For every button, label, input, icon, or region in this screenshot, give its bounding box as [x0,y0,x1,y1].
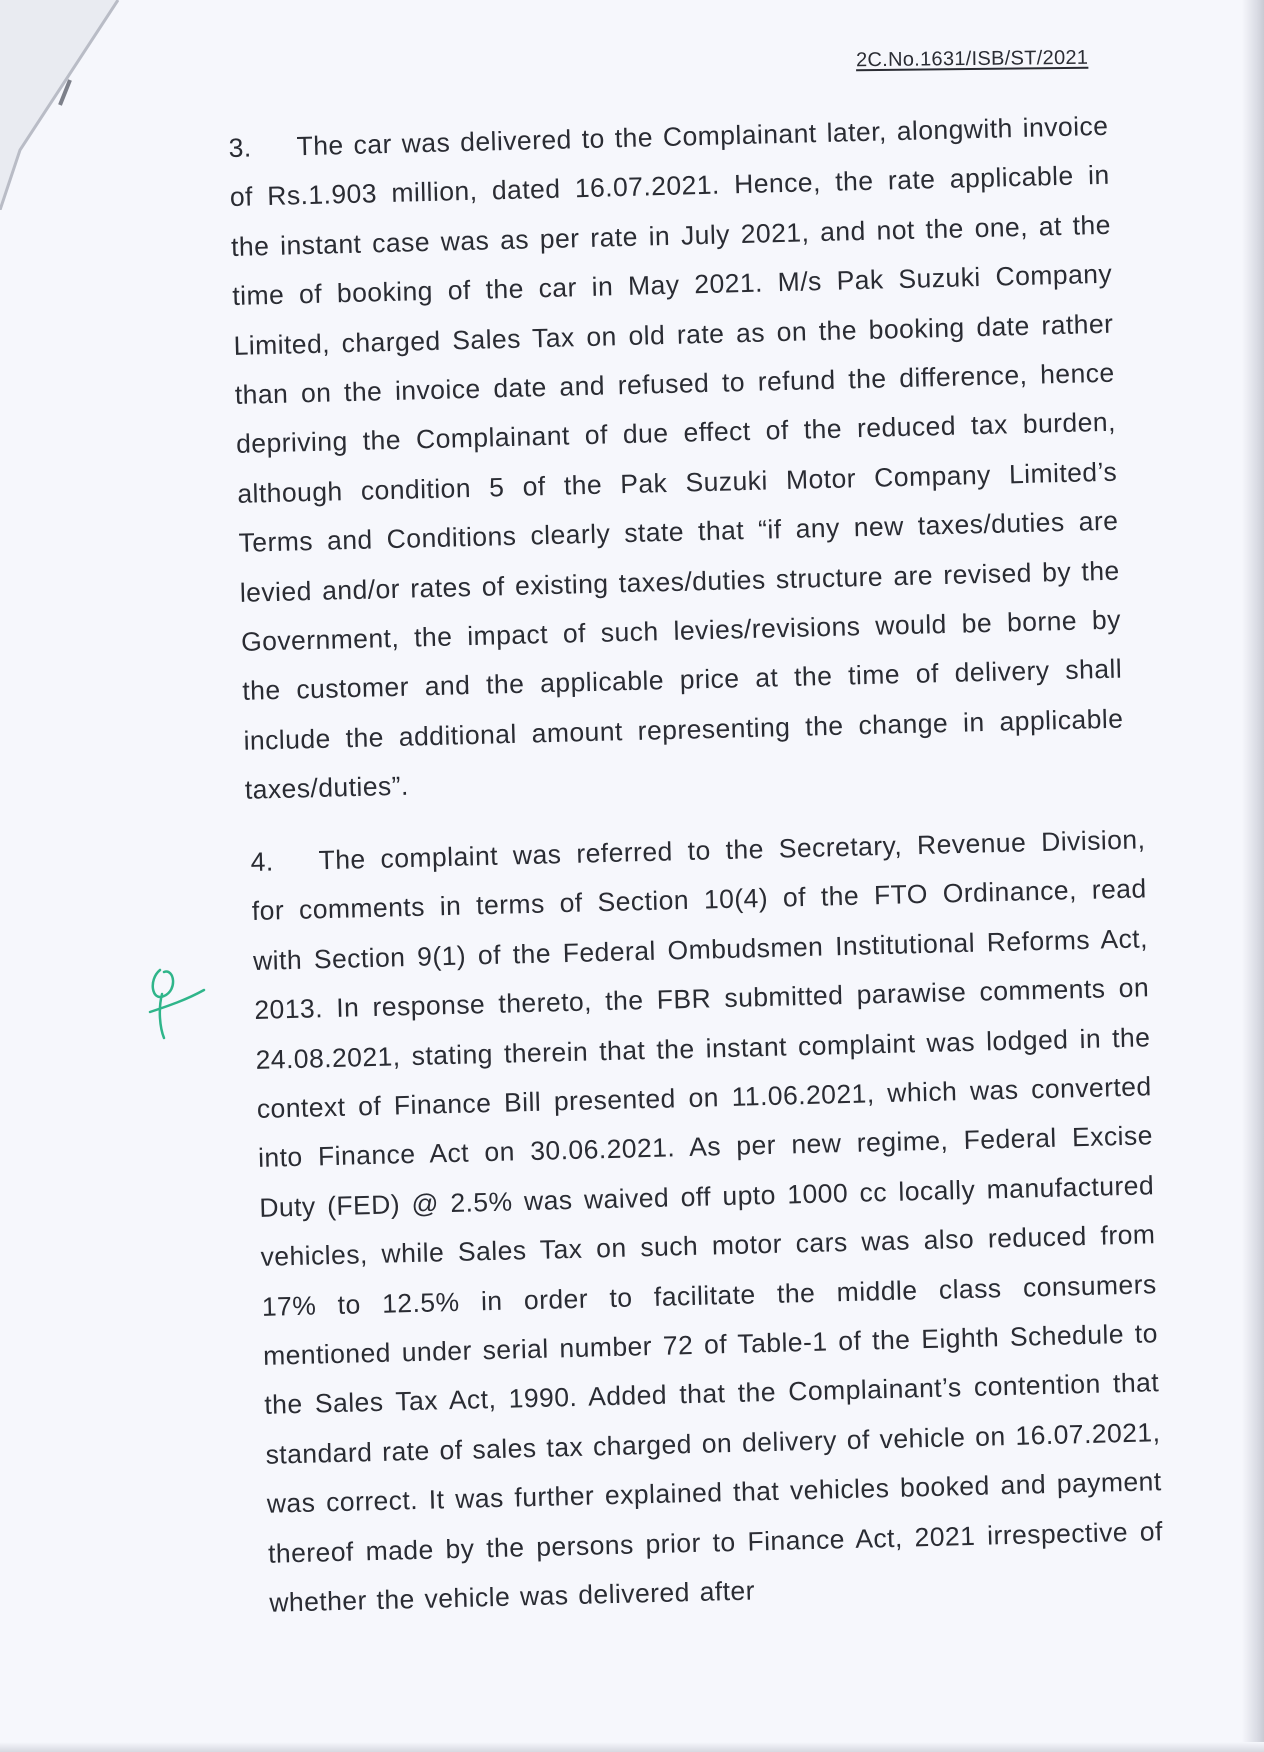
paragraph-number: 4. [250,846,274,877]
paragraph-text: The car was delivered to the Complainant later, alongwith invoice of Rs.1.903 million, dated 16.07.2021. Hence, the rate applicable in the instant case was as per rate in July 2021, and not the one, at the time of booking of the car in May 2021. M/s Pak Suzuki Company Limited, charged Sales Tax on old rate as on the booking date rather than on the invoice date and refused to refund the difference, hence depriving the Complainant of due effect of the reduced tax burden, although condition 5 of the Pak Suzuki Motor Company Limited’s Terms and Conditions clearly state that “if any new taxes/duties are levied and/or rates of existing taxes/duties structure are revised by the Government, the impact of such levies/revisions would be borne by the customer and the applicable price at the time of delivery shall include the additional amount representing the change in applicable taxes/duties”. [229,110,1124,806]
paragraph-3 [228,102,1125,816]
handwritten-initials [138,950,208,1040]
page-edge-bottom [0,1742,1264,1752]
paragraph-number: 3. [228,132,252,163]
page-edge-right [1242,0,1264,1752]
folded-corner-shadow [0,0,130,210]
paragraph-4 [250,815,1165,1628]
case-reference-number: 2C.No.1631/ISB/ST/2021 [855,46,1089,72]
paragraph-text: The complaint was referred to the Secretary, Revenue Division, for comments in terms of Section 10(4) of the FTO Ordinance, read with Section 9(1) of the Federal Ombudsmen Institutional Reforms Act, 2013. In response thereto, the FBR submitted parawise comments on 24.08.2021, stating therein that the instant complaint was lodged in the context of Finance Bill presented on 11.06.2021, which was converted into Finance Act on 30.06.2021. As per new regime, Federal Excise Duty (FED) @ 2.5% was waived off upto 1000 cc locally manufactured vehicles, while Sales Tax on such motor cars was also reduced from 17% to 12.5% in order to facilitate the middle class consumers mentioned under serial number 72 of Table-1 of the Eighth Schedule to the Sales Tax Act, 1990. Added that the Complainant’s contention that standard rate of sales tax charged on delivery of vehicle on 16.07.2021, was correct. It was further explained that vehicles booked and payment thereof made by the persons prior to Finance Act, 2021 irrespective of whether the vehicle was delivered after [251,824,1164,1618]
